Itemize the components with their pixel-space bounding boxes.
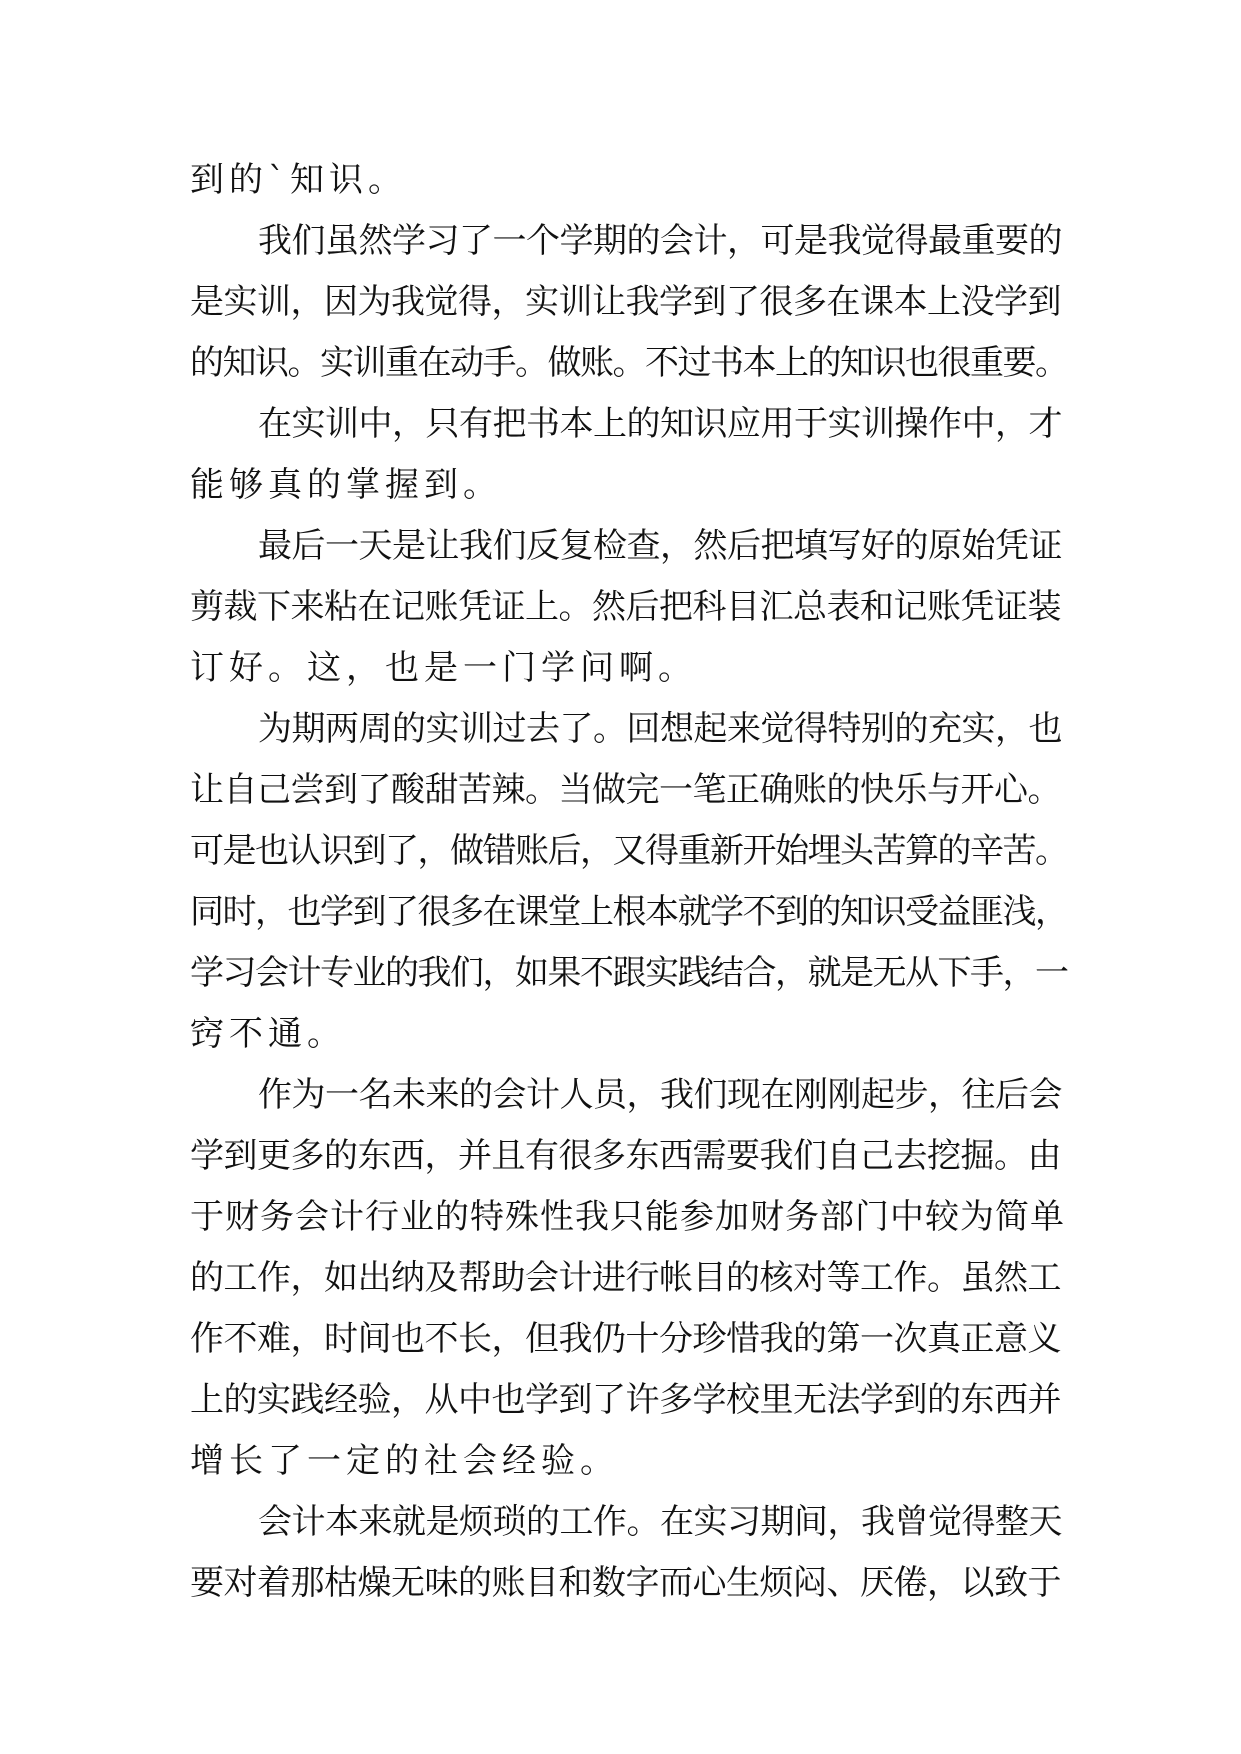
- text-line: 让自己尝到了酸甜苦辣。当做完一笔正确账的快乐与开心。: [190, 770, 1061, 810]
- text-line: 上的实践经验，从中也学到了许多学校里无法学到的东西并: [190, 1380, 1061, 1420]
- text-line: 可是也认识到了，做错账后，又得重新开始埋头苦算的辛苦。: [190, 831, 1068, 871]
- text-line: 增长了一定的社会经验。: [190, 1441, 619, 1481]
- text-line: 于财务会计行业的特殊性我只能参加财务部门中较为简单: [190, 1197, 1065, 1237]
- paragraph-start-line: 在实训中，只有把书本上的知识应用于实训操作中，才: [258, 404, 1062, 444]
- text-line: 学到更多的东西，并且有很多东西需要我们自己去挖掘。由: [190, 1136, 1061, 1176]
- text-line: 要对着那枯燥无味的账目和数字而心生烦闷、厌倦，以致于: [190, 1563, 1061, 1603]
- paragraph-start-line: 会计本来就是烦琐的工作。在实习期间，我曾觉得整天: [258, 1502, 1062, 1542]
- text-line: 的工作，如出纳及帮助会计进行帐目的核对等工作。虽然工: [190, 1258, 1061, 1298]
- text-line: 作不难，时间也不长，但我仍十分珍惜我的第一次真正意义: [190, 1319, 1061, 1359]
- paragraph-start-line: 我们虽然学习了一个学期的会计，可是我觉得最重要的: [258, 221, 1062, 261]
- text-line: 的知识。实训重在动手。做账。不过书本上的知识也很重要。: [190, 343, 1068, 383]
- text-line: 能够真的掌握到。: [190, 465, 502, 505]
- text-line: 窍不通。: [190, 1014, 346, 1054]
- paragraph-start-line: 作为一名未来的会计人员，我们现在刚刚起步，往后会: [258, 1075, 1062, 1115]
- document-page: [190, 150, 1070, 1614]
- text-line: 同时，也学到了很多在课堂上根本就学不到的知识受益匪浅，: [190, 892, 1068, 932]
- text-line: 学习会计专业的我们，如果不跟实践结合，就是无从下手，一: [190, 953, 1068, 993]
- paragraph-start-line: 为期两周的实训过去了。回想起来觉得特别的充实，也: [258, 709, 1062, 749]
- text-line: 是实训，因为我觉得，实训让我学到了很多在课本上没学到: [190, 282, 1061, 322]
- text-line: 到的`知识。: [190, 160, 407, 200]
- paragraph-start-line: 最后一天是让我们反复检查，然后把填写好的原始凭证: [258, 526, 1062, 566]
- text-line: 剪裁下来粘在记账凭证上。然后把科目汇总表和记账凭证装: [190, 587, 1061, 627]
- text-line: 订好。这，也是一门学问啊。: [190, 648, 697, 688]
